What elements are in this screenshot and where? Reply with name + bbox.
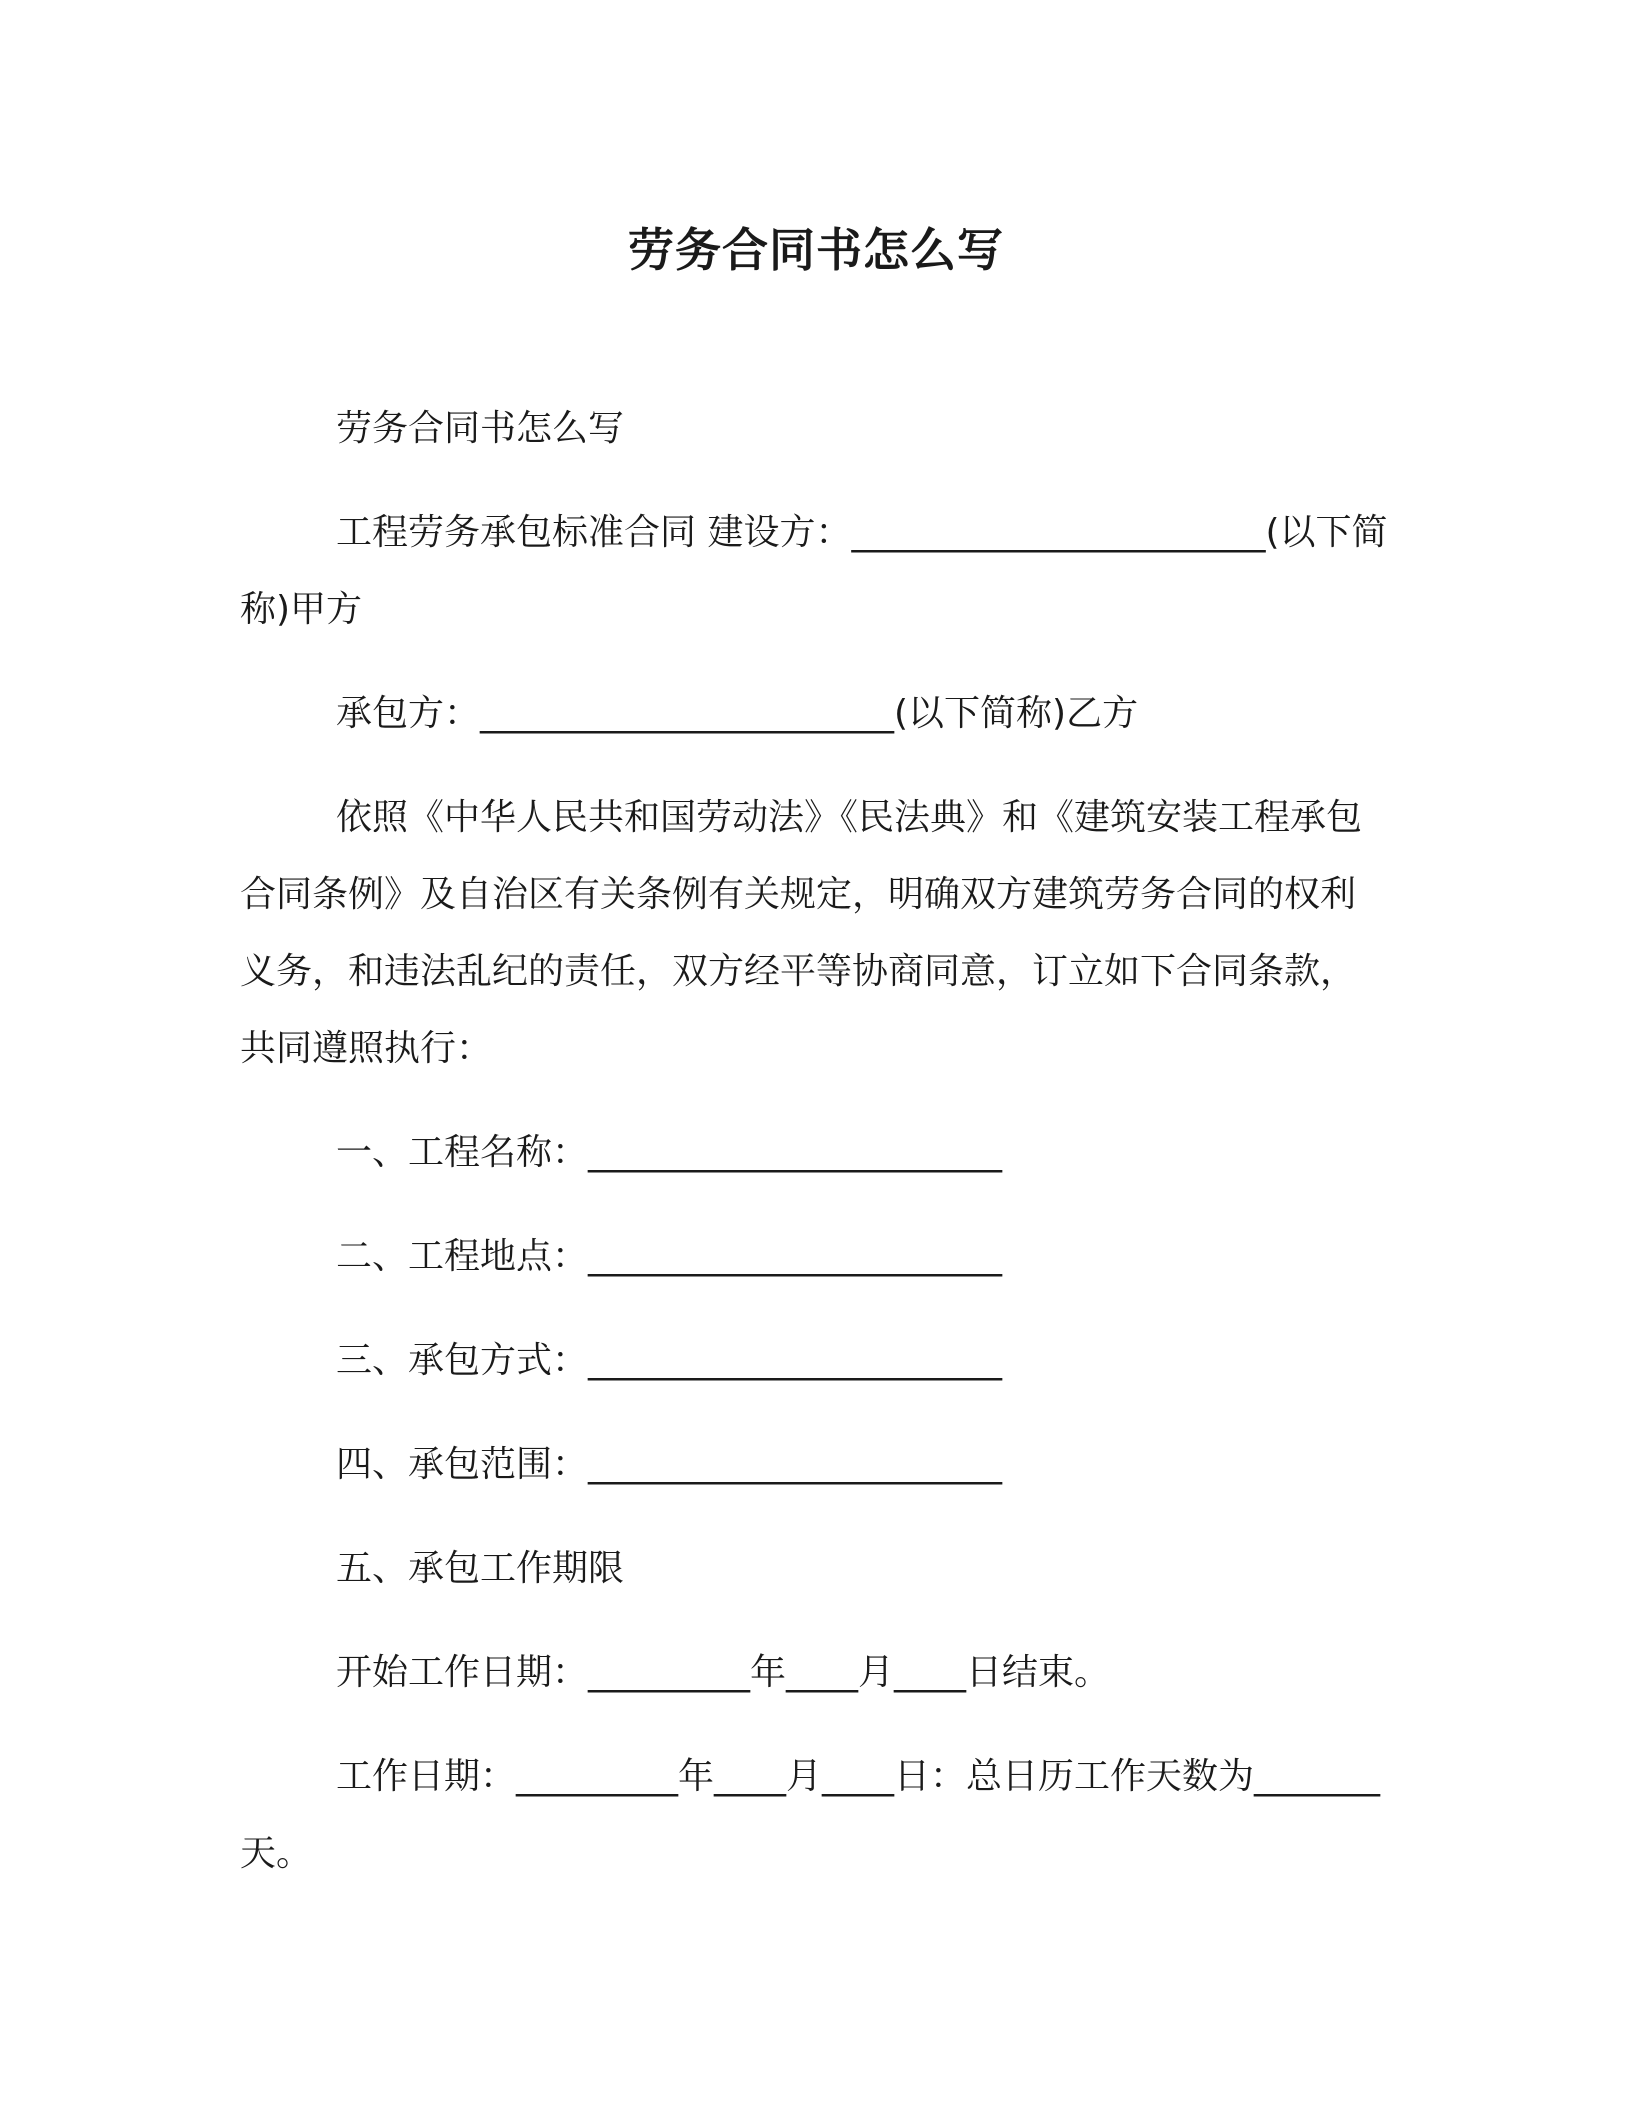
paragraph-project-name: 一、工程名称：_______________________ — [336, 1132, 1003, 1173]
paragraph-work-period: 五、承包工作期限 — [336, 1548, 625, 1589]
paragraph-contract-scope: 四、承包范围：_______________________ — [336, 1444, 1003, 1485]
paragraph-legal-basis: 依照《中华人民共和国劳动法》《民法典》和《建筑安装工程承包合同条例》及自治区有关条例有关规定，明确双方建筑劳务合同的权利义务，和违法乱纪的责任，双方经平等协商同意，订立如下合同条款，共同遵照执行： — [240, 797, 1363, 1069]
paragraph-contract-method: 三、承包方式：_______________________ — [336, 1340, 1003, 1381]
document-title: 劳务合同书怎么写 — [628, 223, 1004, 277]
paragraph-project-location: 二、工程地点：_______________________ — [336, 1236, 1003, 1277]
paragraph-construction-party: 工程劳务承包标准合同 建设方：_______________________(以下简称)甲方 — [240, 512, 1388, 630]
document-body — [240, 390, 1390, 1919]
paragraph-heading: 劳务合同书怎么写 — [336, 408, 625, 449]
paragraph-contractor: 承包方：_______________________(以下简称)乙方 — [336, 693, 1139, 734]
paragraph-start-date: 开始工作日期：_________年____月____日结束。 — [336, 1652, 1111, 1693]
paragraph-work-dates: 工作日期：_________年____月____日：总日历工作天数为_______天。 — [240, 1756, 1381, 1874]
